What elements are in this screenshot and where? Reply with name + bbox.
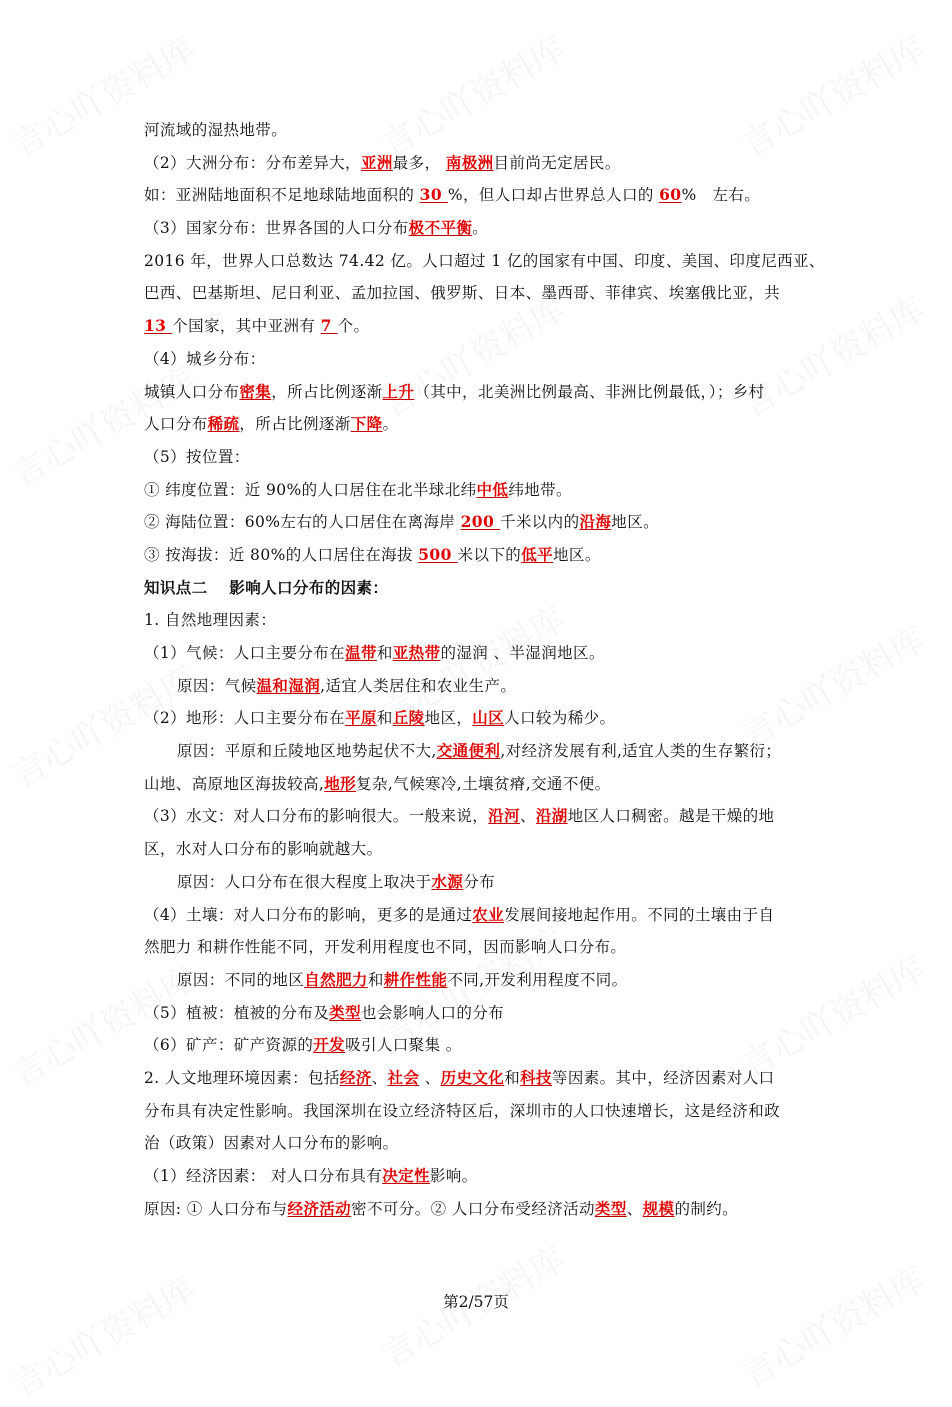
answer-blank: 社会 [387,1067,420,1087]
answer-blank: 科技 [520,1067,552,1087]
text-line [144,866,812,899]
text-line [144,768,812,801]
text-segment: ① 纬度位置：近 90%的人口居住在北半球北纬 [144,480,477,499]
text-segment: （6）矿产：矿产资源的 [144,1036,314,1055]
text-segment: 复杂,气候寒冷,土壤贫瘠,交通不便。 [356,774,611,793]
text-segment: 原因：人口分布在很大程度上取决于 [177,872,432,891]
text-segment: 。 [472,219,489,238]
answer-blank: 上升 [382,381,415,401]
answer-blank: 亚热带 [392,643,441,662]
text-segment: 、 [626,1199,643,1218]
text-segment: 和 [367,970,384,989]
text-segment: ，所占比例逐渐 [239,415,351,434]
text-segment: 如：亚洲陆地面积不足地球陆地面积的 [144,186,420,205]
text-segment: 山地、高原地区海拔较高, [144,774,325,793]
text-segment: 区，水对人口分布的影响就越大。 [144,840,383,859]
text-segment: 吸引人口聚集 。 [345,1036,462,1055]
answer-blank: 地形 [324,773,357,793]
text-line [144,277,812,310]
answer-blank: 水源 [431,871,464,891]
answer-blank: 开发 [313,1035,346,1055]
document-body [144,114,825,1225]
answer-blank: 密集 [239,381,272,401]
answer-blank: 交通便利 [436,741,501,761]
text-line [144,1160,812,1193]
text-segment: （1）经济因素： 对人口分布具有 [144,1167,383,1185]
text-line [144,539,812,572]
text-segment: ③ 按海拔：近 80%的人口居住在海拔 [144,545,419,564]
text-line [144,670,812,703]
text-segment: 原因：气候 [177,676,257,695]
text-line [144,114,812,147]
text-line [144,800,812,833]
text-segment: （其中，北美洲比例最高、非洲比例最低，）；乡村 [414,382,765,401]
text-segment: 、 [371,1068,388,1087]
text-segment: ,对经济发展有利,适宜人类的生存繁衍； [500,742,782,761]
answer-blank: 低平 [521,544,554,564]
text-line [144,506,812,539]
text-line [144,310,812,343]
text-segment: 原因：不同的地区 [177,970,305,989]
text-line [144,1095,812,1128]
answer-blank: 经济 [339,1067,372,1087]
text-segment: 然肥力 和耕作性能不同，开发利用程度也不同，因而影响人口分布。 [144,938,627,957]
answer-blank: 类型 [329,1002,361,1022]
text-segment: 千米以内的 [499,513,580,532]
text-segment: 巴西、巴基斯坦、尼日利亚、孟加拉国、俄罗斯、日本、墨西哥、菲律宾、埃塞俄比亚，共 [144,284,781,303]
answer-blank: 自然肥力 [304,969,368,989]
text-line [144,964,812,997]
text-line [144,343,812,376]
text-line [144,637,812,670]
text-line [144,441,812,474]
text-segment: 目前尚无定居民。 [493,153,621,172]
text-segment: 人口较为稀少。 [504,709,616,728]
text-segment: 原因: ① 人口分布与 [144,1199,288,1218]
text-line [144,1062,812,1095]
text-line [144,147,812,180]
answer-blank: 山区 [472,708,505,728]
answer-blank: 7 [320,316,338,336]
answer-blank: 500 [418,544,458,564]
answer-blank: 温带 [345,643,377,662]
answer-blank: 温和湿润 [256,675,321,695]
text-segment: 、 [419,1068,441,1087]
text-line [144,245,825,278]
text-line [144,1193,812,1226]
answer-blank: 南极洲 [445,152,494,172]
text-segment: 最多， [392,153,446,172]
answer-blank: 耕作性能 [383,969,448,989]
text-segment: 的制约。 [674,1199,739,1218]
text-segment: 地区。 [553,545,601,564]
text-segment: （4）土壤：对人口分布的影响，更多的是通过 [144,905,473,924]
answer-blank: 历史文化 [440,1067,505,1087]
answer-blank: 沿河 [488,806,520,826]
text-segment: 城镇人口分布 [144,382,240,401]
text-segment: ,适宜人类居住和农业生产。 [320,676,517,695]
text-line [144,1029,812,1062]
text-segment: 。 [382,415,399,434]
text-segment: 原因：平原和丘陵地区地势起伏不大, [177,742,437,761]
text-segment: （1）气候：人口主要分布在 [144,644,346,662]
text-segment: 分布具有决定性影响。我国深圳在设立经济特区后，深圳市的人口快速增长，这是经济和政 [144,1101,781,1120]
text-segment: 河流域的湿热地带。 [144,121,288,139]
text-segment: 和 [376,644,393,662]
text-segment: 和 [504,1068,521,1087]
answer-blank: 决定性 [382,1166,430,1185]
text-line [144,702,812,735]
text-segment: 的湿润 、半湿润地区。 [440,644,605,662]
answer-blank: 丘陵 [392,708,425,728]
text-segment: 影响。 [429,1167,478,1185]
text-segment: 1. 自然地理因素： [144,611,277,630]
text-line [144,179,812,212]
text-segment: % 左右。 [681,186,761,205]
answer-blank: 稀疏 [207,414,240,434]
text-segment: 也会影响人口的分布 [360,1003,505,1022]
text-segment: 等因素。其中，经济因素对人口 [551,1068,775,1087]
text-segment: 分布 [463,872,496,891]
text-segment: 、 [519,807,536,826]
text-segment: 纬地带。 [508,480,572,499]
answer-blank: 200 [460,512,500,532]
text-line [144,212,812,245]
text-line [144,931,812,964]
answer-blank: 60 [659,185,682,205]
text-segment: 米以下的 [457,545,522,564]
text-segment: （5）植被：植被的分布及 [144,1003,330,1022]
answer-blank: 沿湖 [535,806,568,826]
text-segment: （4）城乡分布： [144,349,266,368]
text-segment: 地区人口稠密。越是干燥的地 [567,807,775,826]
text-segment: 2016 年，世界人口总数达 74.42 亿。人口超过 1 亿的国家有中国、印度、美国、印度尼西亚、 [144,251,825,270]
answer-blank: 平原 [345,708,377,728]
text-segment: 知识点二 影响人口分布的因素： [144,577,389,597]
text-segment: %，但人口却占世界总人口的 [447,186,660,205]
text-segment: 个。 [337,317,370,336]
text-segment: 个国家，其中亚洲有 [172,317,321,336]
answer-blank: 农业 [472,904,505,924]
answer-blank: 下降 [350,414,383,434]
text-segment: 地区， [424,709,473,728]
text-segment: 不同,开发利用程度不同。 [447,970,628,989]
answer-blank: 规模 [642,1198,675,1218]
answer-blank: 极不平衡 [408,218,473,238]
text-segment: （3）国家分布：世界各国的人口分布 [144,219,409,238]
text-segment: 人口分布 [144,415,208,434]
watermark-text [1,1262,202,1406]
text-segment: 密不可分。② 人口分布受经济活动 [351,1199,595,1218]
text-line [144,899,812,932]
answer-blank: 类型 [594,1198,627,1218]
text-segment: （3）水文：对人口分布的影响很大。一般来说， [144,807,489,826]
answer-blank: 中低 [476,479,509,499]
text-line [144,376,812,409]
text-line [144,474,812,507]
answer-blank: 30 [419,185,448,205]
answer-blank: 亚洲 [360,152,393,172]
text-line [144,735,812,768]
text-segment: （2）地形：人口主要分布在 [144,709,346,728]
answer-blank: 13 [144,316,173,336]
answer-blank: 经济活动 [287,1198,352,1218]
text-segment: 和 [376,709,393,728]
text-line [144,997,812,1030]
text-line [144,833,812,866]
text-line [144,408,812,441]
page-number: 第2/57页 [443,1293,509,1311]
answer-blank: 沿海 [579,512,612,532]
text-line [144,604,812,637]
text-segment: 发展间接地起作用。不同的土壤由于自 [504,905,775,924]
section-heading [144,572,812,605]
text-line [144,1127,812,1160]
text-segment: ，所占比例逐渐 [271,382,383,401]
text-segment: 2. 人文地理环境因素：包括 [144,1068,340,1087]
text-segment: ② 海陆位置：60%左右的人口居住在离海岸 [144,513,461,532]
watermark-text [731,1252,932,1396]
text-segment: 地区。 [611,513,659,532]
text-segment: （5）按位置： [144,447,250,466]
text-segment: （2）大洲分布：分布差异大， [144,153,361,172]
text-segment: 治（政策）因素对人口分布的影响。 [144,1134,399,1153]
